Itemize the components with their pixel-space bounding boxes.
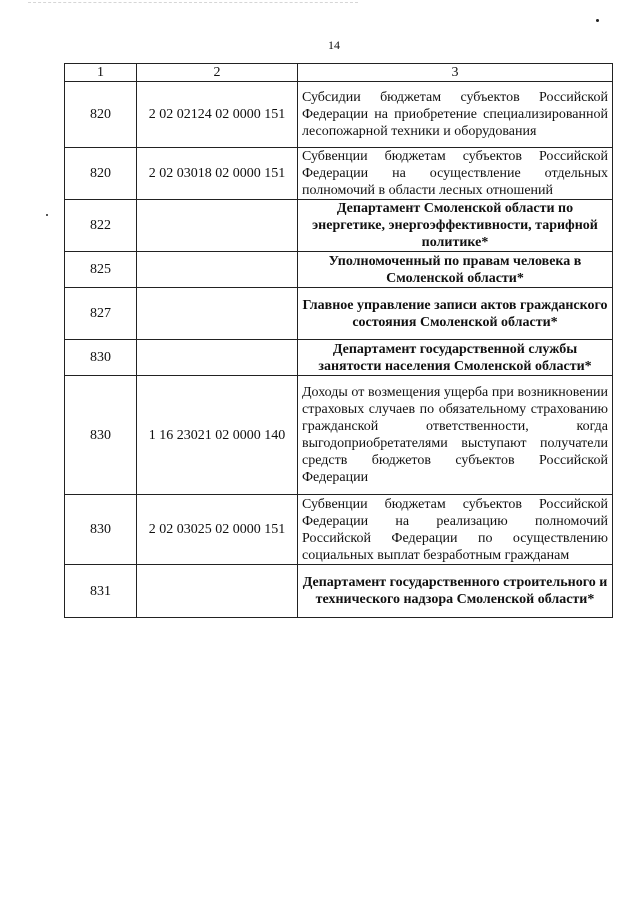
income-code-cell: [137, 252, 298, 288]
income-name-cell: Субсидии бюджетам субъектов Российской Федерации на приобретение специализированной лесопожарной техники и оборудования: [298, 82, 613, 148]
department-name-cell: Департамент государственной службы занятости населения Смоленской области*: [298, 340, 613, 376]
table-header-row: [65, 64, 613, 82]
income-code-cell: 2 02 03025 02 0000 151: [137, 495, 298, 565]
income-code-cell: 1 16 23021 02 0000 140: [137, 376, 298, 495]
admin-code-cell: 831: [65, 565, 137, 618]
income-code-cell: 2 02 03018 02 0000 151: [137, 148, 298, 200]
income-name-cell: Доходы от возмещения ущерба при возникновении страховых случаев по обязательному страхованию гражданской ответственности, когда выгодоприобретателями выступают получатели средств бюджетов субъектов Российской Федерации: [298, 376, 613, 495]
income-name-cell: Субвенции бюджетам субъектов Российской Федерации на осуществление отдельных полномочий в области лесных отношений: [298, 148, 613, 200]
department-name-cell: Главное управление записи актов гражданского состояния Смоленской области*: [298, 288, 613, 340]
table-row: [65, 252, 613, 288]
admin-code-cell: 830: [65, 340, 137, 376]
table-row: [65, 565, 613, 618]
income-administrators-table: [64, 63, 613, 618]
department-name-cell: Департамент Смоленской области по энергетике, энергоэффективности, тарифной политике*: [298, 200, 613, 252]
table-row: [65, 148, 613, 200]
income-code-cell: [137, 200, 298, 252]
department-name-cell: Уполномоченный по правам человека в Смоленской области*: [298, 252, 613, 288]
table-row: [65, 340, 613, 376]
scan-speck: [46, 214, 48, 216]
table-row: [65, 200, 613, 252]
table-row: [65, 82, 613, 148]
income-code-cell: [137, 565, 298, 618]
admin-code-cell: 822: [65, 200, 137, 252]
page-number: 14: [328, 38, 340, 52]
table-row: [65, 495, 613, 565]
column-header-2: 2: [137, 64, 298, 82]
column-header-3: 3: [298, 64, 613, 82]
admin-code-cell: 820: [65, 82, 137, 148]
admin-code-cell: 827: [65, 288, 137, 340]
department-name-cell: Департамент государственного строительного и технического надзора Смоленской области*: [298, 565, 613, 618]
admin-code-cell: 825: [65, 252, 137, 288]
income-code-cell: [137, 340, 298, 376]
table-row: [65, 376, 613, 495]
income-code-cell: [137, 288, 298, 340]
column-header-1: 1: [65, 64, 137, 82]
table-row: [65, 288, 613, 340]
admin-code-cell: 820: [65, 148, 137, 200]
admin-code-cell: 830: [65, 376, 137, 495]
scan-speck: [596, 19, 599, 22]
income-name-cell: Субвенции бюджетам субъектов Российской Федерации на реализацию полномочий Российской Федерации по осуществлению социальных выплат безработным гражданам: [298, 495, 613, 565]
admin-code-cell: 830: [65, 495, 137, 565]
income-code-cell: 2 02 02124 02 0000 151: [137, 82, 298, 148]
top-scan-line: [28, 2, 358, 3]
